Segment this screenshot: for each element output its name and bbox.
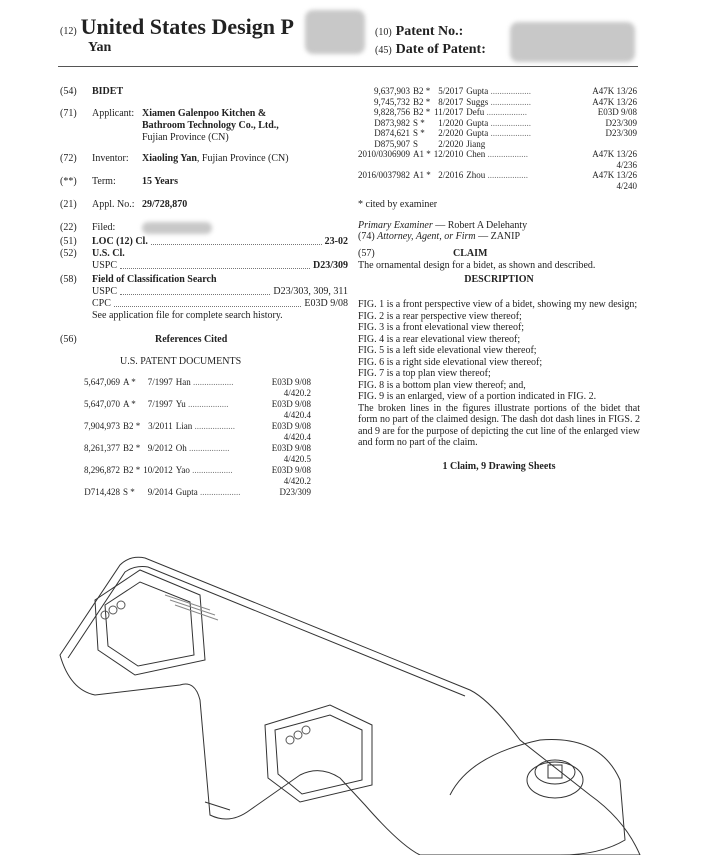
leader-dots: .................. [488,96,532,107]
bidet-edge [68,567,465,810]
leader-dots: .................. [485,149,529,159]
ref-date-text: 11/2017 [434,107,464,117]
ref-name [466,118,592,129]
redaction-blur [142,222,212,234]
leader-dots: .................. [190,377,234,387]
ref-kind-text: B2 * [123,443,141,453]
bidet-outline [60,557,640,855]
reference-row [84,377,314,388]
leader-dots: .................. [189,465,233,475]
inventor-short: Yan [88,40,112,55]
left-nozzle-window-inner [105,582,194,666]
attorney: (74) Attorney, Agent, or Firm — ZANIP [358,231,521,242]
description-line: FIG. 7 is a top plan view thereof; [358,368,491,379]
ref-patent-number [358,139,413,150]
ref-classification-text: A47K 13/26 [592,170,637,180]
applicant-field: (71) Applicant: Xiamen Galenpoo Kitchen & Bathroom Technology Co., Ltd., Fujian Province (CN) [60,108,279,143]
ref-classification-text: D23/309 [279,487,311,497]
ref-name [176,421,272,432]
claim-heading-row: (57) CLAIM [358,248,488,259]
uspc-row: USPC D23/309 [92,260,348,271]
ref-date [434,97,467,108]
ref-patent-number-text: 5,647,069 [84,377,120,387]
ref-kind [413,139,434,150]
ref-patent-number [84,421,123,432]
reference-row [84,487,314,498]
right-column [358,86,640,472]
ref-date-text: 9/2012 [147,443,173,453]
ref-subclass: 4/420.4 [283,432,311,442]
ref-kind-text: S * [413,117,425,128]
ref-classification [272,443,314,454]
ref-name [176,487,272,498]
ref-date-text: 3/2011 [148,421,173,431]
leader-dots: .................. [192,421,236,431]
ref-name-text: Yao [175,465,190,475]
ref-name-text: Gupta [466,117,489,128]
ref-kind [123,421,143,432]
ref-date-text: 7/1997 [147,399,173,409]
field-of-search: (58) Field of Classification Search [60,274,217,285]
ref-date-text: 2/2020 [438,128,464,138]
ref-patent-number [84,377,123,388]
reference-row [84,399,314,410]
ref-classification [592,86,640,97]
description-line: FIG. 4 is a rear elevational view thereof; [358,333,521,345]
ref-date-text: 12/2010 [433,149,464,159]
ref-classification [272,377,314,388]
description-line: FIG. 9 is an enlarged, view of a portion indicated in FIG. 2. [358,391,597,402]
cited-note: * cited by examiner [358,199,438,210]
description-line: FIG. 5 is a left side elevational view thereof; [358,345,537,356]
ref-kind-text: A * [123,377,136,387]
search-note: See application file for complete search history. [92,310,283,321]
ref-patent-number [84,443,123,454]
ref-subclass: 4/420.2 [283,388,311,398]
ref-date [434,170,467,181]
term-field: (**) Term: 15 Years [60,176,179,187]
description-line: FIG. 2 is a rear perspective view thereof; [358,310,522,322]
ref-date-text: 1/2020 [438,117,464,128]
reference-row [358,149,640,160]
ref-name-text: Jiang [466,138,486,149]
leader-dots: .................. [488,86,532,96]
ref-kind [413,97,434,108]
ref-patent-number-text: 5,647,070 [84,399,120,409]
ref-kind [413,86,434,97]
ref-kind-text: B2 * [413,96,431,107]
description-line: The broken lines in the figures illustrate portions of the bidet that form no part of the claimed design. The dash dot dash lines in FIGS. 2 and 9 are for the purpose of depicting the cut line of the enlarged view and form no part of the claim. [358,402,640,448]
ref-patent-number-text: D714,428 [84,487,120,497]
ref-date-text: 2/2020 [438,138,464,149]
claims-summary: 1 Claim, 9 Drawing Sheets [442,460,556,472]
ref-date-text: 9/2014 [147,487,173,497]
patent-number-label: (10) Patent No.: [375,24,464,39]
ref-classification [272,487,314,498]
reference-row [358,118,640,129]
ref-patent-number-text: 9,745,732 [374,96,411,107]
ref-name [466,97,592,108]
ref-patent-number-text: D873,982 [374,117,411,128]
ref-date [434,118,467,129]
ref-kind [123,377,143,388]
ref-patent-number-text: D875,907 [374,138,411,149]
ref-patent-number [358,128,413,139]
reference-row-sub [84,476,314,487]
ref-date [143,421,176,432]
references-table [84,377,314,498]
ref-classification-text: A47K 13/26 [592,96,637,107]
ref-kind [123,487,143,498]
title-field: (54) BIDET [60,86,124,97]
ref-patent-number [358,118,413,129]
ref-name-text: Gupta [175,487,198,497]
ref-patent-number-text: 9,828,756 [374,107,411,117]
ref-date [143,443,176,454]
reference-row [358,107,640,118]
ref-patent-number-text: D874,621 [374,128,411,138]
ref-classification-text: E03D 9/08 [271,465,311,475]
ref-classification-text: E03D 9/08 [271,443,311,453]
ref-date [143,399,176,410]
ref-patent-number-text: 9,637,903 [374,86,411,96]
leader-dots: .................. [185,399,229,409]
ref-patent-number [358,107,413,118]
ref-classification-text: A47K 13/26 [592,149,637,159]
redaction-blur [510,22,635,62]
ref-subclass: 4/420.4 [283,410,311,420]
ref-date-text: 8/2017 [438,96,464,107]
ref-patent-number [358,170,413,181]
ref-patent-number-text: 7,904,973 [84,421,120,431]
ref-date-text: 2/2016 [438,170,464,180]
ref-name-text: Gupta [466,86,489,96]
ref-patent-number-text: 8,296,872 [84,465,120,475]
us-patent-documents-heading: U.S. PATENT DOCUMENTS [120,356,242,367]
claim-text: The ornamental design for a bidet, as shown and described. [358,260,596,271]
ref-name [466,107,592,118]
ref-kind-text: B2 * [413,107,431,117]
reference-row [358,139,640,150]
description-body [358,299,640,449]
references-table-continued [358,86,640,191]
ref-name [466,128,592,139]
ref-kind [413,149,434,160]
reference-row-sub [358,160,640,171]
ref-date [434,139,467,150]
description-line: FIG. 1 is a front perspective view of a bidet, showing my new design; [358,299,638,310]
ref-classification [272,421,314,432]
reference-row [358,128,640,139]
ref-classification [592,139,640,150]
ref-name-text: Yu [175,399,186,409]
examiner: Primary Examiner — Robert A Delehanty [358,220,528,231]
header-rule [58,66,638,67]
ref-kind-text: S * [413,128,425,138]
reference-row [84,443,314,454]
ref-name [176,377,272,388]
ref-date [434,107,467,118]
ref-name-text: Oh [175,443,187,453]
ref-date [143,377,176,388]
left-column [60,86,348,498]
ref-name-text: Chen [466,149,486,159]
reference-row-sub [84,454,314,465]
ref-patent-number-text: 2010/0306909 [358,149,411,159]
redaction-blur [305,10,365,54]
ref-kind-text: B2 * [413,86,431,96]
ref-date-text: 10/2012 [143,465,173,475]
ref-date [434,128,467,139]
leader-dots: .................. [485,170,529,180]
ref-classification [592,97,640,108]
ref-classification-text: E03D 9/08 [271,421,311,431]
ref-name-text: Han [175,377,191,387]
ref-patent-number [358,97,413,108]
ref-subclass: 4/236 [616,159,637,170]
description-line: FIG. 3 is a front elevational view thereof; [358,322,525,333]
ref-name [176,443,272,454]
ref-classification [592,107,640,118]
ref-kind-text: S [413,138,419,149]
ref-subclass: 4/420.2 [283,476,311,486]
leader-dots: .................. [484,107,528,117]
ref-date [434,86,467,97]
leader-dots: .................. [488,128,532,138]
ref-kind [123,443,143,454]
ref-kind-text: A1 * [413,170,431,180]
leader-dots: .................. [488,117,532,128]
ref-name-text: Zhou [466,170,486,180]
ref-name [176,399,272,410]
ref-classification-text: E03D 9/08 [271,377,311,387]
references-cited-heading: (56) References Cited [60,334,228,345]
date-of-patent-label: (45) Date of Patent: [375,42,486,57]
ref-classification-text: A47K 13/26 [592,86,637,96]
ref-classification [592,149,640,160]
ref-classification [272,465,314,476]
description-line: FIG. 8 is a bottom plan view thereof; and, [358,379,526,391]
ref-patent-number-text: 8,261,377 [84,443,120,453]
bidet-drawing [0,540,704,855]
ref-kind-text: B2 * [123,465,141,475]
ref-patent-number-text: 2016/0037982 [358,170,411,180]
search-uspc-row: USPC D23/303, 309, 311 [92,286,348,297]
ref-classification [592,118,640,129]
ref-patent-number [84,399,123,410]
ref-kind-text: A * [123,399,136,409]
ref-subclass: 4/420.5 [283,454,311,464]
ref-name [466,149,592,160]
description-line: FIG. 6 is a right side elevational view thereof; [358,356,543,368]
filed-field: (22) Filed: [60,222,348,234]
ref-classification-text: D23/309 [605,128,637,138]
ref-name-text: Gupta [466,128,489,138]
reference-row [358,97,640,108]
leader-dots: .................. [186,443,230,453]
document-title: (12) United States Design P [60,14,294,39]
reference-row [358,86,640,97]
ref-name [466,170,592,181]
ref-kind [413,128,434,139]
ref-kind [123,465,143,476]
ref-name [466,139,592,150]
ref-date-text: 7/1997 [147,377,173,387]
right-nozzle-window [265,705,372,802]
inventor-field: (72) Inventor: Xiaoling Yan , Fujian Province (CN) [60,153,289,164]
ref-date [143,465,176,476]
ref-subclass: 4/240 [616,180,637,191]
ref-kind [413,118,434,129]
ref-kind-text: A1 * [413,149,431,159]
ref-classification-text: D23/309 [605,117,637,128]
reference-row [358,170,640,181]
reference-row [84,465,314,476]
us-cl-field: (52) U.S. Cl. [60,248,125,259]
ref-name [466,86,592,97]
ref-classification [592,170,640,181]
ref-patent-number [358,86,413,97]
reference-row-sub [358,181,640,192]
ref-patent-number [358,149,413,160]
ref-classification [272,399,314,410]
description-heading: DESCRIPTION [464,274,534,285]
reference-row-sub [84,432,314,443]
ref-classification-text: E03D 9/08 [271,399,311,409]
ref-name-text: Suggs [466,96,489,107]
ref-date [434,149,467,160]
ref-classification-text: E03D 9/08 [597,107,637,117]
right-nozzle-window-inner [275,715,362,794]
ref-kind [413,107,434,118]
ref-kind-text: S * [123,487,135,497]
control-knob-housing [450,740,625,855]
reference-row [84,421,314,432]
ref-date-text: 5/2017 [438,86,464,96]
ref-name [176,465,272,476]
ref-date [143,487,176,498]
leader-dots: .................. [197,487,241,497]
ref-kind [413,170,434,181]
reference-row-sub [84,410,314,421]
search-cpc-row: CPC E03D 9/08 [92,298,348,309]
loc-field: (51) LOC (12) Cl. 23-02 [60,236,348,247]
reference-row-sub [84,388,314,399]
appl-no-field: (21) Appl. No.: 29/728,870 [60,199,188,210]
ref-patent-number [84,465,123,476]
ref-kind-text: B2 * [123,421,141,431]
control-knob-top [535,760,575,784]
ref-name-text: Lian [175,421,193,431]
ref-classification [592,128,640,139]
ref-patent-number [84,487,123,498]
ref-kind [123,399,143,410]
ref-name-text: Defu [466,107,485,117]
